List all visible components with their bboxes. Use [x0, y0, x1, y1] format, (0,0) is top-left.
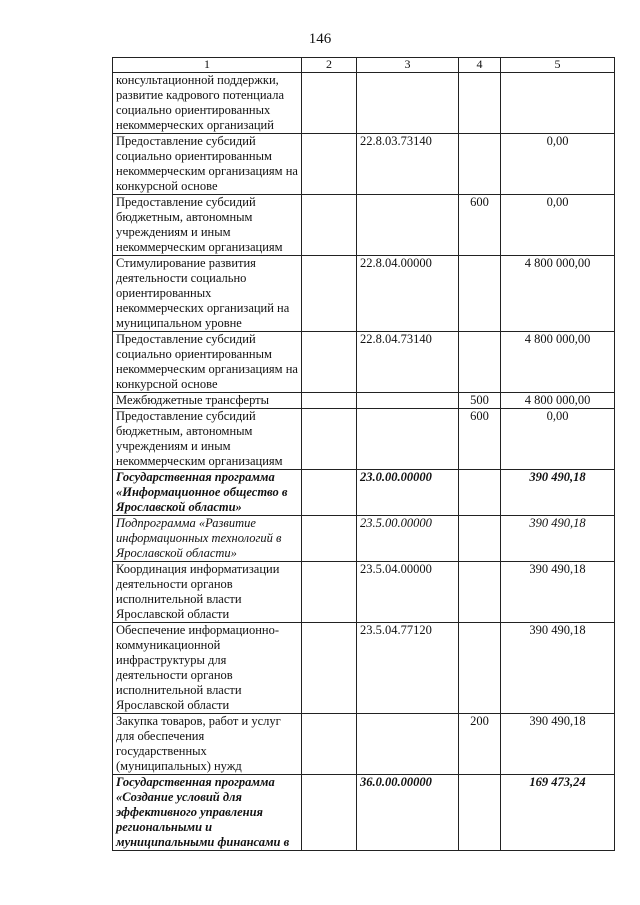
row-name: Подпрограмма «Развитие информационных технологий в Ярославской области» — [113, 516, 302, 562]
row-type — [459, 470, 501, 516]
row-name: Предоставление субсидий социально ориентированным некоммерческим организациям на конкурсной основе — [113, 332, 302, 393]
row-col2 — [302, 775, 357, 851]
row-amount: 0,00 — [501, 409, 615, 470]
row-name: Государственная программа «Информационное общество в Ярославской области» — [113, 470, 302, 516]
row-amount: 390 490,18 — [501, 562, 615, 623]
row-type — [459, 73, 501, 134]
row-amount — [501, 73, 615, 134]
row-col2 — [302, 195, 357, 256]
table-row — [113, 393, 615, 409]
table-row — [113, 256, 615, 332]
row-col2 — [302, 409, 357, 470]
row-name: Государственная программа «Создание условий для эффективного управления региональными и муниципальными финансами в — [113, 775, 302, 851]
row-amount: 4 800 000,00 — [501, 332, 615, 393]
header-col-4: 4 — [459, 58, 501, 73]
row-amount: 4 800 000,00 — [501, 393, 615, 409]
row-name: консультационной поддержки, развитие кадрового потенциала социально ориентированных некоммерческих организаций — [113, 73, 302, 134]
row-type — [459, 562, 501, 623]
row-col2 — [302, 134, 357, 195]
row-amount: 390 490,18 — [501, 470, 615, 516]
row-code: 23.5.00.00000 — [357, 516, 459, 562]
table-row — [113, 195, 615, 256]
table-row — [113, 775, 615, 851]
row-amount: 390 490,18 — [501, 714, 615, 775]
row-code: 23.5.04.77120 — [357, 623, 459, 714]
table-row — [113, 134, 615, 195]
table-header-row — [113, 58, 615, 73]
row-name: Стимулирование развития деятельности социально ориентированных некоммерческих организаций на муниципальном уровне — [113, 256, 302, 332]
row-amount: 0,00 — [501, 134, 615, 195]
row-code: 23.5.04.00000 — [357, 562, 459, 623]
row-amount: 390 490,18 — [501, 623, 615, 714]
row-name: Предоставление субсидий бюджетным, автономным учреждениям и иным некоммерческим организациям — [113, 195, 302, 256]
table-body — [113, 73, 615, 851]
table-row — [113, 332, 615, 393]
row-type: 500 — [459, 393, 501, 409]
row-amount: 4 800 000,00 — [501, 256, 615, 332]
row-type: 600 — [459, 195, 501, 256]
row-name: Предоставление субсидий бюджетным, автономным учреждениям и иным некоммерческим организациям — [113, 409, 302, 470]
row-type — [459, 516, 501, 562]
row-col2 — [302, 714, 357, 775]
row-type — [459, 134, 501, 195]
row-code: 22.8.04.73140 — [357, 332, 459, 393]
row-code: 23.0.00.00000 — [357, 470, 459, 516]
row-code: 22.8.04.00000 — [357, 256, 459, 332]
header-col-5: 5 — [501, 58, 615, 73]
row-code: 36.0.00.00000 — [357, 775, 459, 851]
row-amount: 0,00 — [501, 195, 615, 256]
row-code: 22.8.03.73140 — [357, 134, 459, 195]
row-code — [357, 393, 459, 409]
row-code — [357, 409, 459, 470]
page-number: 146 — [308, 31, 332, 47]
row-name: Координация информатизации деятельности органов исполнительной власти Ярославской области — [113, 562, 302, 623]
row-amount: 169 473,24 — [501, 775, 615, 851]
row-col2 — [302, 623, 357, 714]
budget-table — [112, 57, 615, 851]
row-name: Предоставление субсидий социально ориентированным некоммерческим организациям на конкурсной основе — [113, 134, 302, 195]
table-row — [113, 409, 615, 470]
row-code — [357, 195, 459, 256]
row-type — [459, 775, 501, 851]
row-name: Закупка товаров, работ и услуг для обеспечения государственных (муниципальных) нужд — [113, 714, 302, 775]
row-col2 — [302, 562, 357, 623]
row-col2 — [302, 393, 357, 409]
table-row — [113, 516, 615, 562]
table-row — [113, 470, 615, 516]
row-col2 — [302, 470, 357, 516]
header-col-1: 1 — [113, 58, 302, 73]
row-name: Обеспечение информационно-коммуникационной инфраструктуры для деятельности органов исполнительной власти Ярославской области — [113, 623, 302, 714]
row-type: 600 — [459, 409, 501, 470]
table-row — [113, 73, 615, 134]
row-col2 — [302, 256, 357, 332]
row-code — [357, 714, 459, 775]
row-col2 — [302, 516, 357, 562]
row-type — [459, 332, 501, 393]
row-type — [459, 623, 501, 714]
row-col2 — [302, 73, 357, 134]
row-amount: 390 490,18 — [501, 516, 615, 562]
row-type: 200 — [459, 714, 501, 775]
row-col2 — [302, 332, 357, 393]
table-row — [113, 562, 615, 623]
row-name: Межбюджетные трансферты — [113, 393, 302, 409]
table-row — [113, 623, 615, 714]
header-col-2: 2 — [302, 58, 357, 73]
table-row — [113, 714, 615, 775]
row-code — [357, 73, 459, 134]
header-col-3: 3 — [357, 58, 459, 73]
row-type — [459, 256, 501, 332]
